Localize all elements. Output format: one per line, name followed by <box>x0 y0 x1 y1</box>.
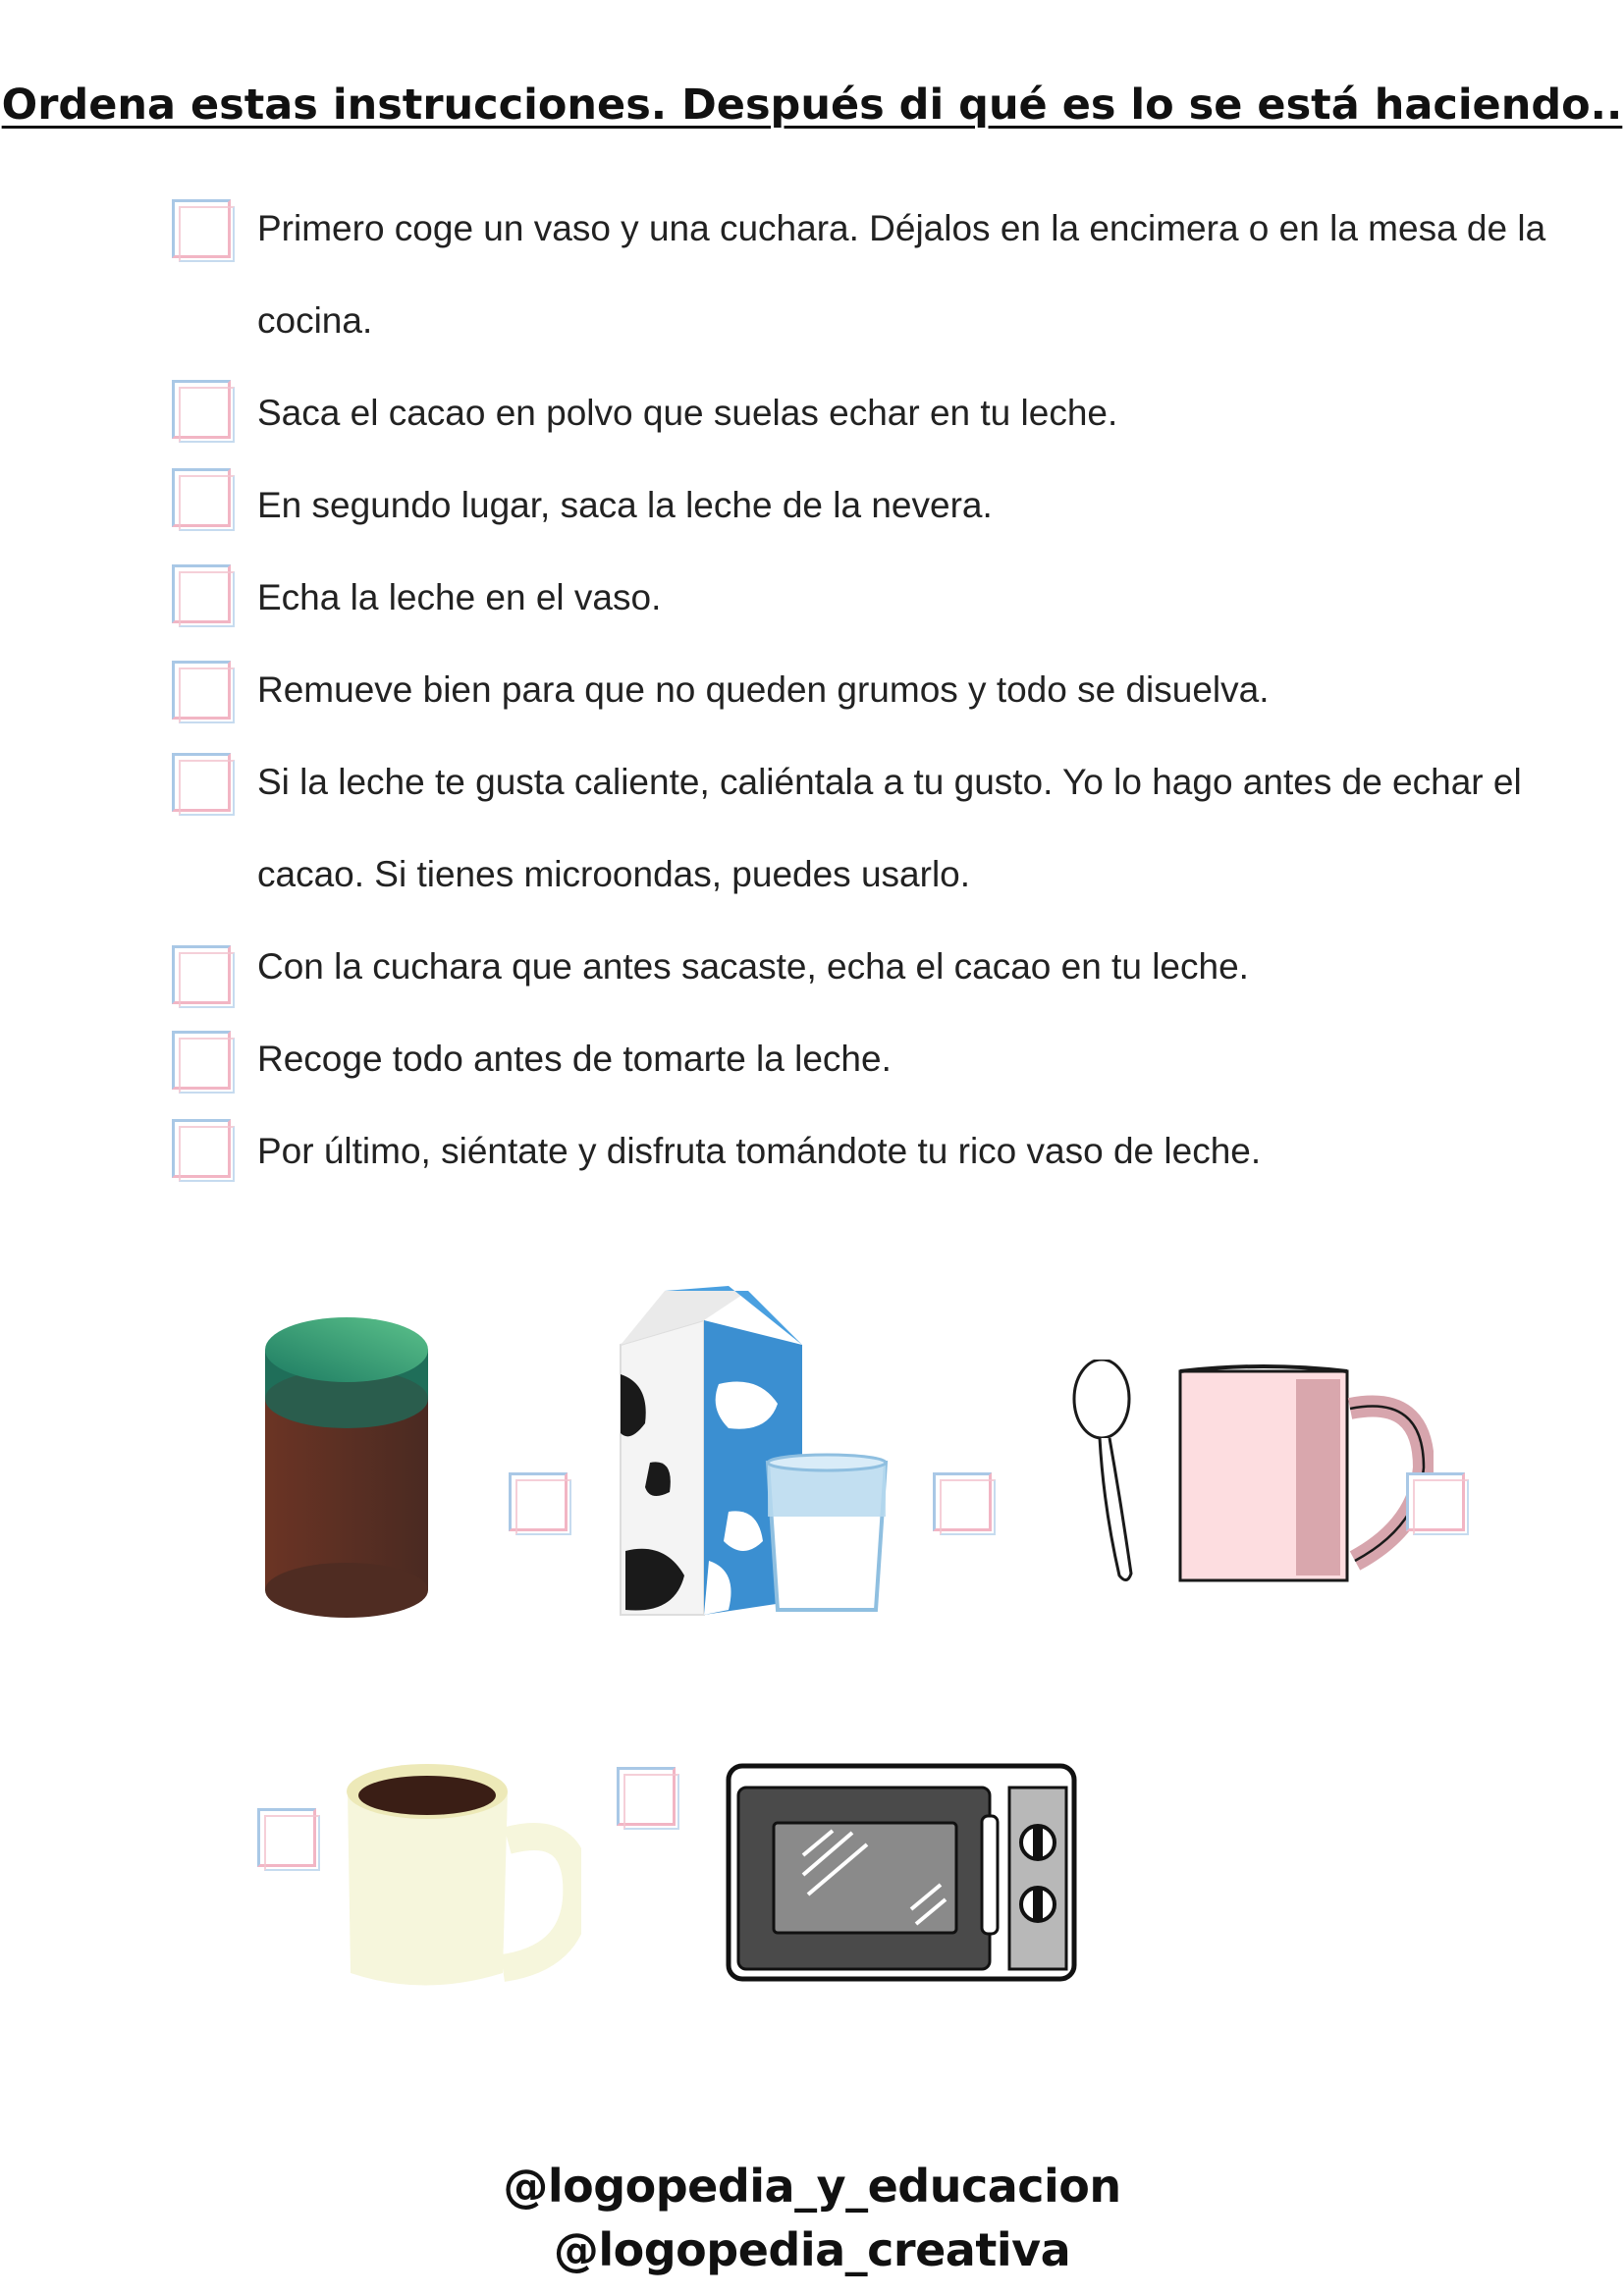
picture-checkbox-3[interactable] <box>1406 1472 1465 1531</box>
cacao-jar-icon <box>263 1315 430 1620</box>
instruction-8: Recoge todo antes de tomarte la leche. <box>257 1039 892 1079</box>
instruction-6: Si la leche te gusta caliente, caliéntala a tu gusto. Yo lo hago antes de echar el cacao. Si tienes microondas, puedes usarlo. <box>257 762 1522 894</box>
picture-checkbox-4[interactable] <box>257 1808 316 1867</box>
instruction-4: Echa la leche en el vaso. <box>257 577 662 617</box>
cocoa-cup-icon <box>346 1762 581 1993</box>
instruction-2: Saca el cacao en polvo que suelas echar en tu leche. <box>257 393 1118 433</box>
footer-handle-1: @logopedia_y_educacion <box>503 2160 1121 2213</box>
order-checkbox-4[interactable] <box>172 564 231 623</box>
instruction-1: Primero coge un vaso y una cuchara. Déjalos en la encimera o en la mesa de la cocina. <box>257 208 1546 341</box>
order-checkbox-8[interactable] <box>172 1031 231 1090</box>
instruction-9: Por último, siéntate y disfruta tomándote tu rico vaso de leche. <box>257 1131 1262 1171</box>
picture-checkbox-2[interactable] <box>933 1472 992 1531</box>
microwave-icon <box>725 1762 1078 1983</box>
instruction-5: Remueve bien para que no queden grumos y todo se disuelva. <box>257 669 1270 710</box>
order-checkbox-1[interactable] <box>172 199 231 258</box>
order-checkbox-6[interactable] <box>172 753 231 812</box>
milk-carton-and-glass-icon <box>611 1286 905 1620</box>
picture-checkbox-5[interactable] <box>617 1767 676 1826</box>
spoon-and-mug-icon <box>1070 1360 1434 1590</box>
order-checkbox-3[interactable] <box>172 468 231 527</box>
order-checkbox-2[interactable] <box>172 380 231 439</box>
page-title: Ordena estas instrucciones. Después di qué es lo se está haciendo.. <box>1 80 1623 130</box>
footer-handle-2: @logopedia_creativa <box>553 2223 1071 2276</box>
order-checkbox-9[interactable] <box>172 1119 231 1178</box>
order-checkbox-7[interactable] <box>172 945 231 1004</box>
picture-checkbox-1[interactable] <box>509 1472 568 1531</box>
order-checkbox-5[interactable] <box>172 661 231 720</box>
instruction-7: Con la cuchara que antes sacaste, echa el cacao en tu leche. <box>257 946 1249 987</box>
instruction-3: En segundo lugar, saca la leche de la nevera. <box>257 485 993 525</box>
